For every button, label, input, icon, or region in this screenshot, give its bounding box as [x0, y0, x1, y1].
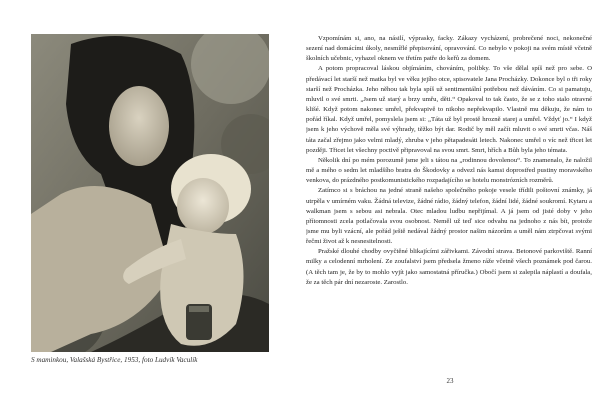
photo-image: [31, 34, 269, 352]
photo-caption: S maminkou, Valašská Bystřice, 1953, foto Ludvík Vaculík: [31, 356, 198, 364]
paragraph: Několik dní po mém porozumě jsme jeli s tátou na „rodinnou dovolenou“. To znamenalo, že naložil mě a mého o sedm let mladšího bratra do Škodovky a odvezl nás kamsi doprostřed pustiny moravského venkova, do prázdného postkomunistického rozpadajícího se hotelu monstrózních rozměrů.: [306, 156, 592, 185]
page-number: 23: [446, 377, 454, 385]
paragraph: A potom propracoval láskou objímáním, chováním, polibky. To vše dělal spíš než pro sebe. O předávací let starší než matka byl ve věku jejího otce, spisovatele Jana Procházky. Dokonce byl o tři roky starší než Procházka. Jeho něhou tak byla spíš už sentimentální potřebou než dáváním. Co si pamatuju, mluvil o své smrti. „Jsem už starý a brzy umřu, děti.“ Opakoval to tak často, že se z toho stalo otravné klišé. Když potom nakonec umřel, překvapivě to nikoho nepřekvapilo. Vlastně mu děkuju, že nám to pořád říkal. Když umřel, pomyslela jsem si: „Táta už byl prostě hrozně starej a umřel. Vždyť jo.“ I když jsem k jeho výchově měla své výhrady, těžko být dar. Rodič by měl začít mluvit o své smrti včas. Náš táta začal zřejmo jako velmi mladý, zhruba v jeho pětapadesáti letech. Nakonec umřel o víc než třicet let později. Třicet let všechny poctivě připravoval na svou smrt. Smrt, hřích a Bůh byla jeho témata.: [306, 65, 592, 154]
photograph: [31, 34, 269, 352]
paragraph: Vzpomínám si, ano, na násilí, výprasky, facky. Zákazy vycházení, probrečené noci, nekonečné sezení nad domácími úkoly, nesmířlé přepisování, opravování. Co nebylo v pokoji na svém místě včetně školních učebnic, vyhazel oknem ve třetím patře do keřů za domem.: [306, 35, 592, 63]
body-text: [306, 34, 592, 370]
paragraph: Pražské dlouhé chodby ovyčtěné blikajícími zářivkami. Závodní strava. Betonové parkoviště. Ranní milky a celodenní mrholení. Ze zoufalství jsem předsela žmeno ráže včetně všech poznámek pod čarou. (A těch tam je, že by to mohlo vyjít jako samostatná příručka.) Obočí jsem si zalepila náplastí a doufala, že za těch pár dní nezaroste. Zarostlo.: [306, 248, 592, 286]
paragraph: Zatímco si s bráchou na jedné straně našeho společného pokoje vesele třídili poštovní známky, já utrpěla v umírném vaku. Žádná televize, žádné rádio, žádný telefon, žádní lidé, žádné soukromí. Kytaru a walkman jsem s sebou asi nebrala. Otec mladou ludbu nepřijímal. A já jsem od jisté doby v jeho přítomnosti zcela potlačovala svou osobnost. Neměl už teď sice odvahu na jednoho z nás bít, protože jsme mu byli vzácní, ale pořád ještě nedával žádný prostor našim názorům a uměl nám ztrpčovat svými řečmi život až k nesnesitelnosti.: [306, 187, 592, 246]
